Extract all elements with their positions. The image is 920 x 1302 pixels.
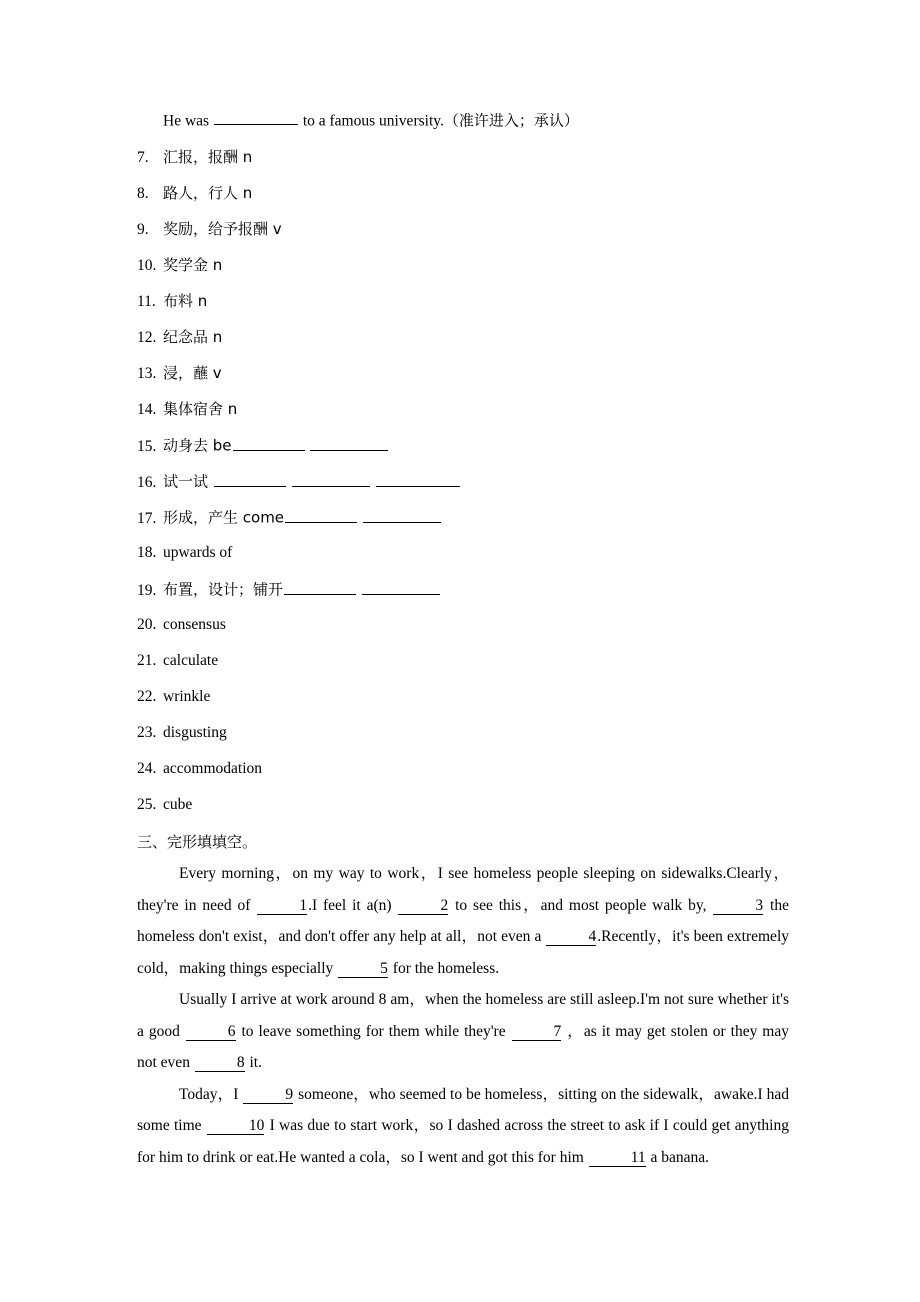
vocabulary-item-number: 13. (137, 365, 157, 383)
cloze-blank-1[interactable]: 1 (257, 898, 307, 915)
vocabulary-items-container (137, 147, 797, 831)
cloze-blank-11[interactable]: 11 (589, 1150, 646, 1167)
cloze-text-run: for the homeless. (388, 959, 500, 977)
vocabulary-item (137, 363, 797, 399)
cloze-paragraph (137, 984, 789, 1079)
vocabulary-item (137, 471, 797, 507)
vocabulary-item-number: 8. (137, 185, 149, 203)
vocabulary-item-text: wrinkle (163, 688, 211, 706)
vocabulary-item-number: 23. (137, 724, 157, 742)
vocabulary-item (137, 687, 797, 723)
vocabulary-item-number: 11. (137, 293, 156, 311)
answer-blank (284, 579, 356, 594)
vocabulary-item-text: 集体宿舍 n (163, 400, 238, 419)
answer-blank (310, 435, 388, 450)
cloze-blank-3[interactable]: 3 (713, 898, 763, 915)
vocabulary-item-text: accommodation (163, 760, 262, 778)
cloze-passage (137, 858, 789, 1173)
vocabulary-item-text: 动身去 be (163, 436, 232, 455)
vocabulary-item-text: 试一试 (163, 472, 213, 491)
cloze-text-run: .I feel it a(n) (308, 896, 398, 914)
cloze-blank-8[interactable]: 8 (195, 1055, 245, 1072)
vocabulary-item-number: 21. (137, 652, 157, 670)
vocabulary-list (137, 110, 797, 831)
vocabulary-item-text: cube (163, 796, 193, 814)
vocabulary-item-number: 15. (137, 437, 157, 455)
vocabulary-item-number: 18. (137, 544, 157, 562)
vocabulary-item-number: 7. (137, 149, 149, 167)
cloze-text-run: the homeless don't exist，and don't offer any help at all，not even a (137, 896, 789, 945)
cloze-text-run: to leave something for them while they're (236, 1022, 511, 1040)
vocabulary-item-text: 奖学金 n (163, 256, 223, 275)
cloze-text-run: Today，I (179, 1085, 243, 1103)
vocabulary-item (137, 147, 797, 183)
answer-blank (292, 471, 370, 486)
vocabulary-item (137, 759, 797, 795)
vocabulary-item (137, 255, 797, 291)
cloze-blank-7[interactable]: 7 (512, 1024, 562, 1041)
vocabulary-item-text: 奖励，给予报酬 v (163, 220, 282, 239)
cloze-text-run: someone，who seemed to be homeless，sitting on the sidewalk，awake.I had some time (137, 1085, 789, 1134)
example-sentence-prefix: He was (163, 112, 210, 130)
vocabulary-item-number: 10. (137, 257, 157, 275)
cloze-blank-5[interactable]: 5 (338, 961, 388, 978)
vocabulary-item-text: 浸，蘸 v (163, 364, 222, 383)
vocabulary-item (137, 723, 797, 759)
cloze-paragraph (137, 858, 789, 984)
vocabulary-item-number: 24. (137, 760, 157, 778)
vocabulary-item-number: 22. (137, 688, 157, 706)
vocabulary-item-text: 布料 n (163, 292, 208, 311)
vocabulary-item-number: 20. (137, 616, 157, 634)
vocabulary-item (137, 579, 797, 615)
vocabulary-item-text: calculate (163, 652, 219, 670)
vocabulary-item (137, 507, 797, 543)
vocabulary-item-text: upwards of (163, 544, 233, 562)
vocabulary-item (137, 327, 797, 363)
vocabulary-item (137, 219, 797, 255)
cloze-paragraph (137, 1079, 789, 1174)
vocabulary-item-text: 路人，行人 n (163, 184, 253, 203)
vocabulary-item-text: 布置，设计；铺开 (163, 580, 284, 599)
vocabulary-item-text: 汇报，报酬 n (163, 148, 253, 167)
vocabulary-item-text: 形成，产生 come (163, 508, 285, 527)
vocabulary-item (137, 651, 797, 687)
answer-blank (214, 471, 286, 486)
vocabulary-item (137, 795, 797, 831)
answer-blank (285, 507, 357, 522)
vocabulary-item-number: 9. (137, 221, 149, 239)
vocabulary-item-number: 19. (137, 581, 157, 599)
cloze-text-run: .Recently，it's been extremely cold，making things especially (137, 928, 789, 977)
cloze-section-heading: 三、完形填填空。 (137, 833, 258, 851)
answer-blank (233, 435, 305, 450)
vocabulary-item (137, 183, 797, 219)
cloze-blank-6[interactable]: 6 (186, 1024, 236, 1041)
cloze-text-run: it. (245, 1054, 262, 1071)
vocabulary-item-text: 纪念品 n (163, 328, 223, 347)
example-chinese-hint: （准许进入；承认） (443, 111, 579, 130)
vocabulary-item (137, 399, 797, 435)
vocabulary-item-number: 16. (137, 473, 157, 491)
cloze-text-run: ，as it may get stolen or they may not even (137, 1022, 789, 1071)
cloze-text-run: a banana. (646, 1148, 710, 1166)
vocabulary-item (137, 291, 797, 327)
cloze-text-run: I was due to start work，so I dashed across the street to ask if I could get anything for him to drink or eat.He wanted a cola，so I went and got this for him (137, 1117, 789, 1166)
cloze-blank-10[interactable]: 10 (207, 1118, 265, 1135)
example-sentence-line (137, 110, 797, 131)
vocabulary-item (137, 435, 797, 471)
cloze-text-run: to see this，and most people walk by, (449, 896, 713, 914)
answer-blank (362, 579, 440, 594)
example-answer-blank (214, 110, 298, 125)
cloze-blank-4[interactable]: 4 (546, 929, 596, 946)
answer-blank (376, 471, 460, 486)
cloze-blank-9[interactable]: 9 (243, 1087, 293, 1104)
vocabulary-item-number: 17. (137, 509, 157, 527)
answer-blank (363, 507, 441, 522)
cloze-text-run: Every morning，on my way to work，I see homeless people sleeping on sidewalks.Clearly，they're in need of (137, 865, 789, 914)
vocabulary-item (137, 615, 797, 651)
vocabulary-item-text: disgusting (163, 724, 227, 742)
vocabulary-item-number: 25. (137, 796, 157, 814)
cloze-text-run: Usually I arrive at work around 8 am，when the homeless are still asleep.I'm not sure whether it's a good (137, 991, 789, 1040)
example-sentence-suffix: to a famous university. (302, 112, 444, 130)
vocabulary-item-text: consensus (163, 616, 226, 634)
vocabulary-item (137, 543, 797, 579)
vocabulary-item-number: 14. (137, 401, 157, 419)
cloze-blank-2[interactable]: 2 (398, 898, 448, 915)
vocabulary-item-number: 12. (137, 329, 157, 347)
